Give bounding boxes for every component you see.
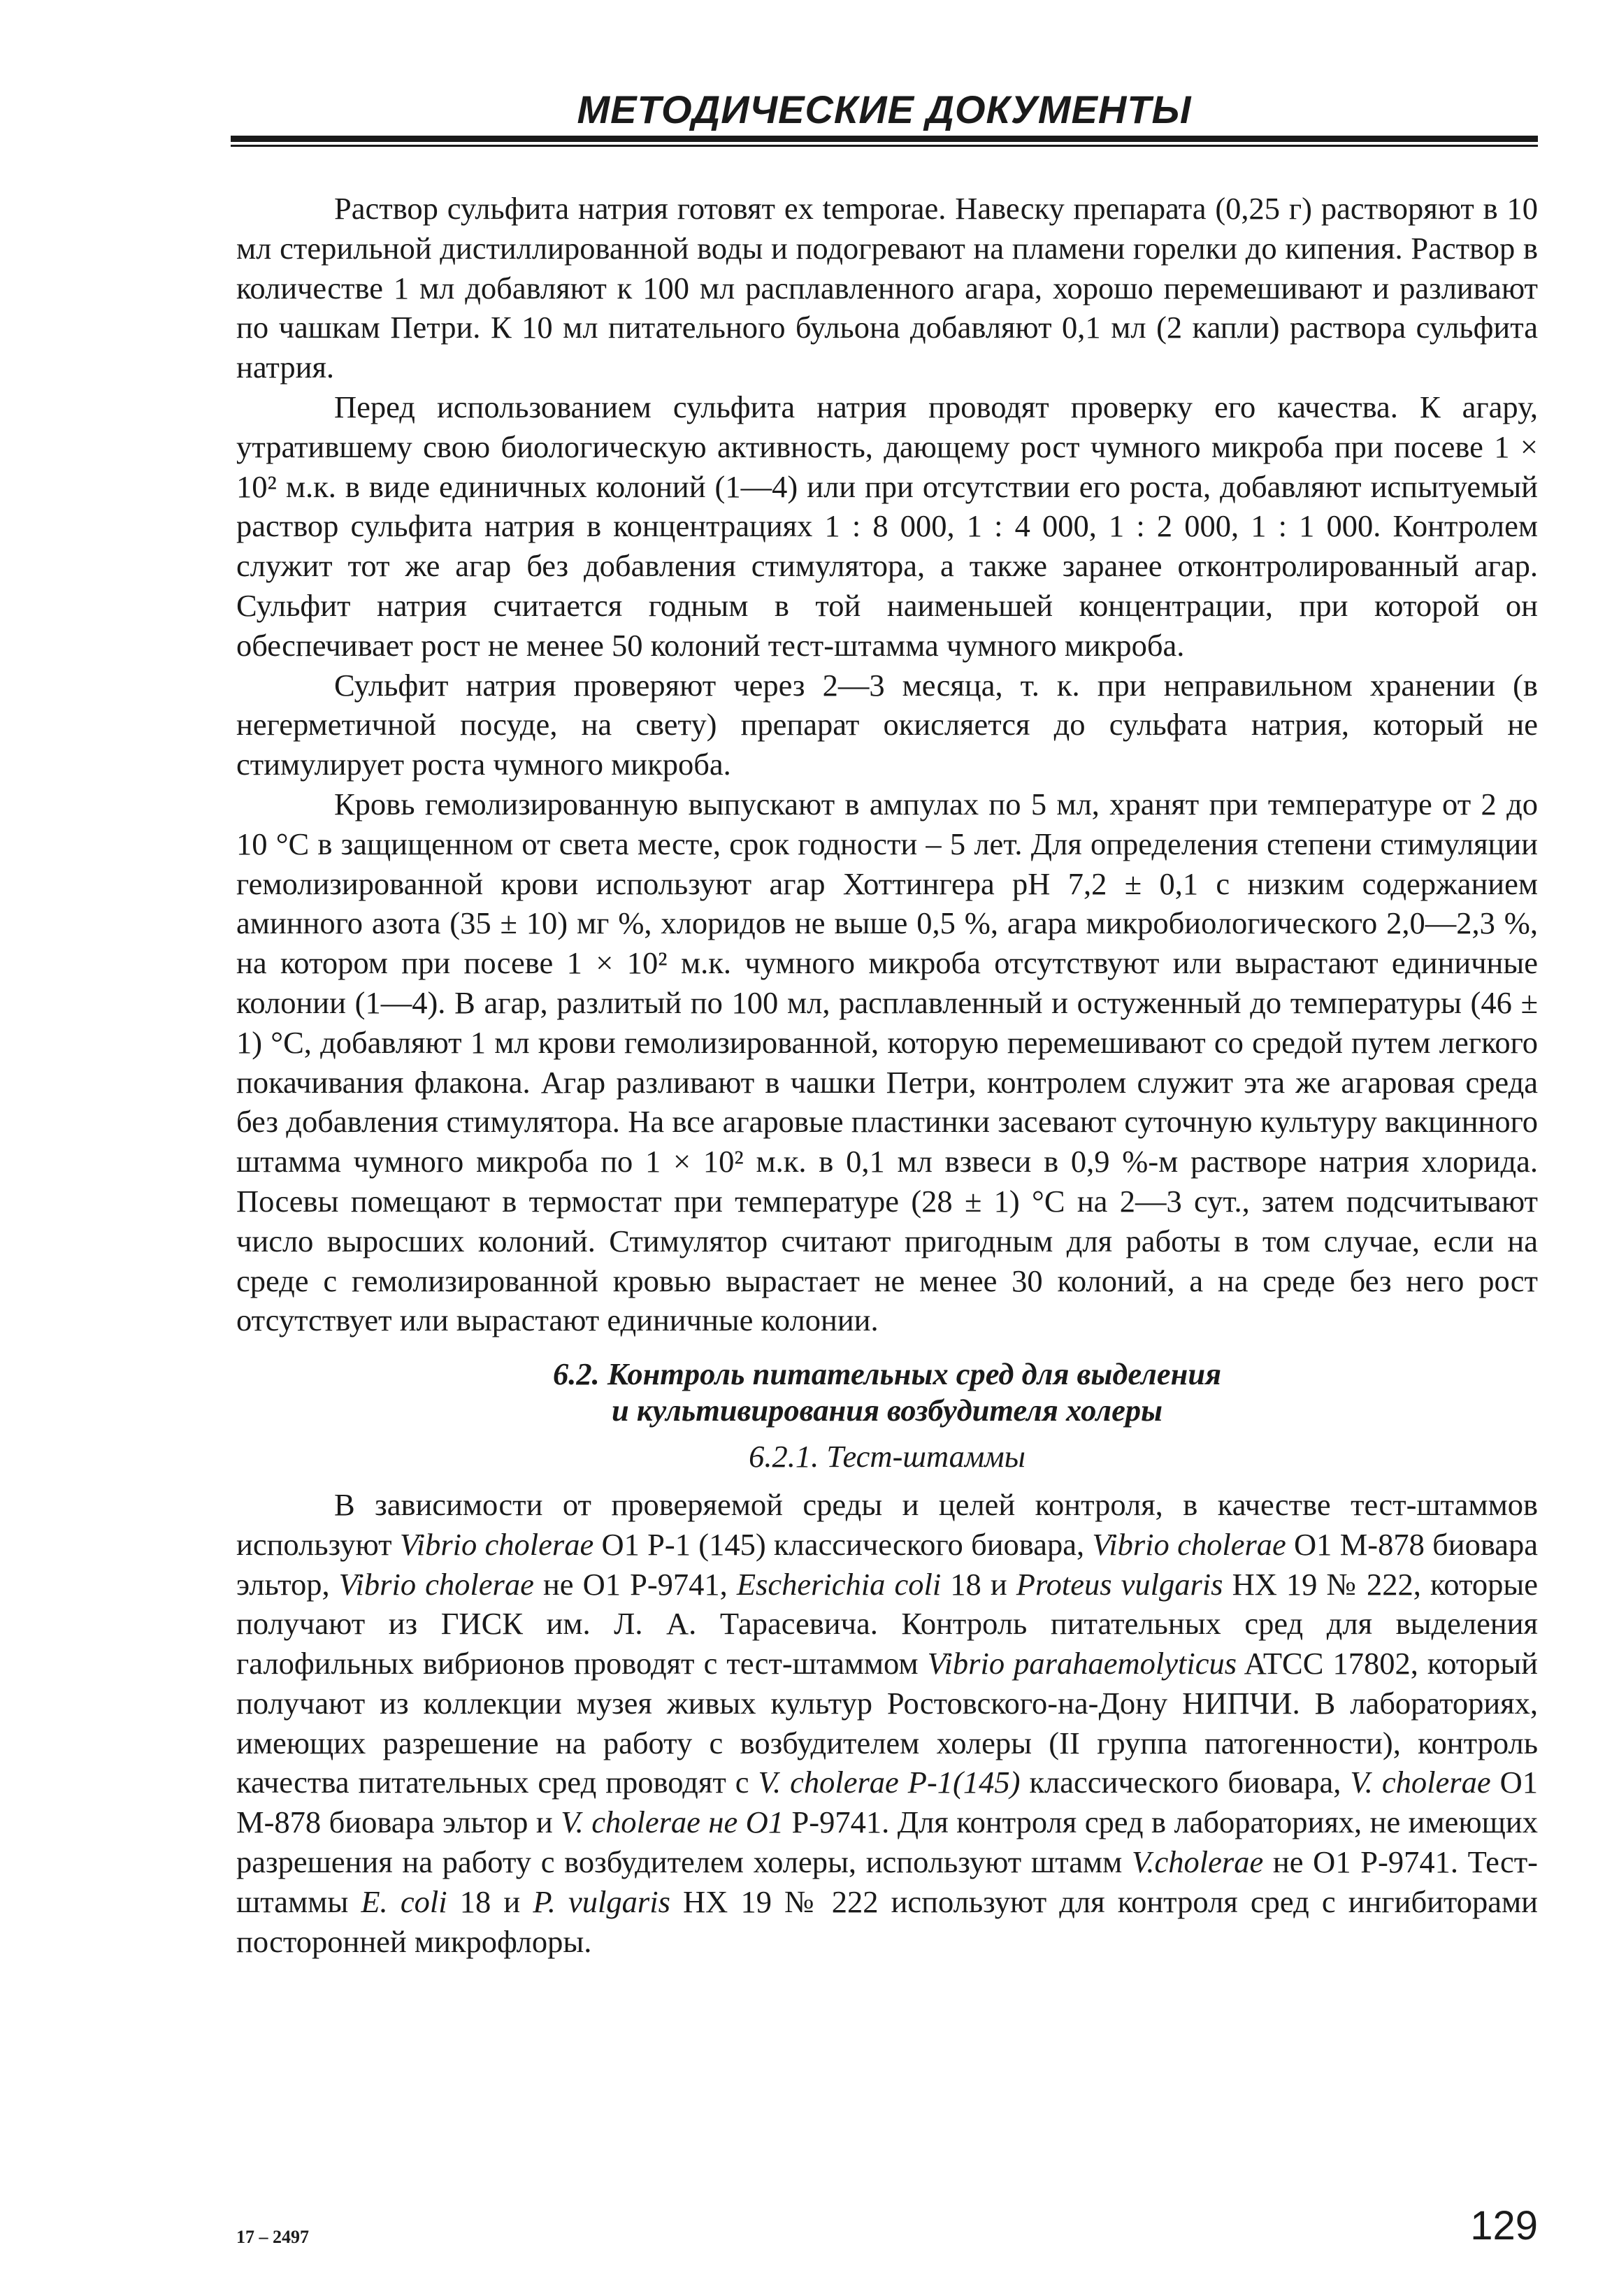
running-header-title: МЕТОДИЧЕСКИЕ ДОКУМЕНТЫ [577, 87, 1192, 131]
subsection-heading: 6.2.1. Тест-штаммы [749, 1439, 1025, 1475]
text-run: ATCC 17802, который получают из коллекции музея живых культур Ростовского-на-Дону НИПЧИ. В лабораториях, имеющих разрешение на работу с возбудителем холеры (II группа патогенности), контроль качества питательных сред проводят с [236, 1646, 1538, 1800]
text-run: O1 M-878 биовара эльтор и [236, 1765, 1538, 1840]
text-run: не O1 P-9741. Тест-штаммы [236, 1844, 1538, 1919]
text-run: В зависимости от проверяемой среды и целей контроля, в качестве тест-штаммов используют [236, 1486, 1538, 1562]
species-name: Vibrio cholerae [399, 1526, 594, 1562]
text-run: классического биовара, [1020, 1765, 1351, 1800]
species-name: P. vulgaris [533, 1884, 670, 1919]
species-name: V.cholerae [1131, 1844, 1264, 1880]
species-name: V. cholerae не O1 [561, 1804, 784, 1840]
species-name: E. coli [361, 1884, 447, 1919]
section-heading [236, 1356, 1538, 1428]
paragraph-sodium-sulfite-preparation: Раствор сульфита натрия готовят ex temporae. Навеску препарата (0,25 г) растворяют в 10 мл стерильной дистиллированной воды и подогревают на пламени горелки до кипения. Раствор в количестве 1 мл добавляют к 100 мл расплавленного агара, хорошо перемешивают и разливают по чашкам Петри. К 10 мл питательного бульона добавляют 0,1 мл (2 капли) раствора сульфита натрия. [236, 191, 1538, 385]
text-run: 18 и [447, 1884, 533, 1919]
page-number: 129 [1470, 2203, 1538, 2248]
text-run: не O1 P-9741, [533, 1566, 737, 1602]
paragraph-sulfite-quality-check: Перед использованием сульфита натрия проводят проверку его качества. К агару, утратившему свою биологическую активность, дающему рост чумного микроба при посеве 1 × 10² м.к. в виде единичных колоний (1—4) или при отсутствии его роста, добавляют испытуемый раствор сульфита натрия в концентрациях 1 : 8 000, 1 : 4 000, 1 : 2 000, 1 : 1 000. Контролем служит тот же агар без добавления стимулятора, а также заранее отконтролированный агар. Сульфит натрия считается годным в той наименьшей концентрации, при которой он обеспечивает рост не менее 50 колоний тест-штамма чумного микроба. [236, 389, 1538, 663]
header-rule-thin [231, 145, 1538, 147]
text-run: 18 и [941, 1566, 1016, 1602]
paragraph-sulfite-recheck: Сульфит натрия проверяют через 2—3 месяца, т. к. при неправильном хранении (в негерметичной посуде, на свету) препарат окисляется до сульфата натрия, который не стимулирует роста чумного микроба. [236, 667, 1538, 782]
text-run: HX 19 № 222 используют для контроля сред с ингибиторами посторонней микрофлоры. [236, 1884, 1538, 1959]
paragraph-hemolyzed-blood: Кровь гемолизированную выпускают в ампулах по 5 мл, хранят при температуре от 2 до 10 °С в защищенном от света месте, срок годности – 5 лет. Для определения степени стимуляции гемолизированной крови используют агар Хоттингера pH 7,2 ± 0,1 с низким содержанием аминного азота (35 ± 10) мг %, хлоридов не выше 0,5 %, агара микробиологического 2,0—2,3 %, на котором при посеве 1 × 10² м.к. чумного микроба отсутствуют или вырастают единичные колонии (1—4). В агар, разлитый по 100 мл, расплавленный и остуженный до температуры (46 ± 1) °С, добавляют 1 мл крови гемолизированной, которую перемешивают со средой путем легкого покачивания флакона. Агар разливают в чашки Петри, контролем служит эта же агаровая среда без добавления стимулятора. На все агаровые пластинки засевают суточную культуру вакцинного штамма чумного микроба по 1 × 10² м.к. в 0,1 мл взвеси в 0,9 %-м растворе натрия хлорида. Посевы помещают в термостат при температуре (28 ± 1) °С на 2—3 сут., затем подсчитывают число выросших колоний. Стимулятор считают пригодным для работы в том случае, если на среде с гемолизированной кровью вырастает не менее 30 колоний, а на среде без него рост отсутствует или вырастают единичные колонии. [236, 786, 1538, 1338]
species-name: V. cholerae [1350, 1765, 1491, 1800]
text-run: HX 19 № 222, которые получают из ГИСК им. Л. А. Тарасевича. Контроль питательных сред для выделения галофильных вибрионов проводят с тест-штаммом [236, 1566, 1538, 1681]
paragraph-test-strains [236, 1485, 1538, 1962]
section-heading-line-2: и культивирования возбудителя холеры [612, 1393, 1163, 1428]
species-name: Proteus vulgaris [1016, 1566, 1223, 1602]
text-run: P-9741. Для контроля сред в лабораториях, не имеющих разрешения на работу с возбудителем холеры, используют штамм [236, 1804, 1538, 1880]
species-name: Escherichia coli [736, 1566, 942, 1602]
footer-print-code: 17 – 2497 [236, 2227, 309, 2247]
species-name: Vibrio cholerae [1092, 1526, 1286, 1562]
species-name: Vibrio parahaemolyticus [927, 1646, 1237, 1681]
species-name: Vibrio cholerae [338, 1566, 534, 1602]
header-rule-thick [231, 136, 1538, 142]
species-name: V. cholerae P-1(145) [758, 1765, 1021, 1800]
text-run: O1 M-878 биовара эльтор, [236, 1526, 1539, 1602]
body-text [236, 189, 1538, 1961]
text-run: O1 P-1 (145) классического биовара, [593, 1526, 1093, 1562]
section-heading-line-1: 6.2. Контроль питательных сред для выделения [552, 1356, 1222, 1392]
